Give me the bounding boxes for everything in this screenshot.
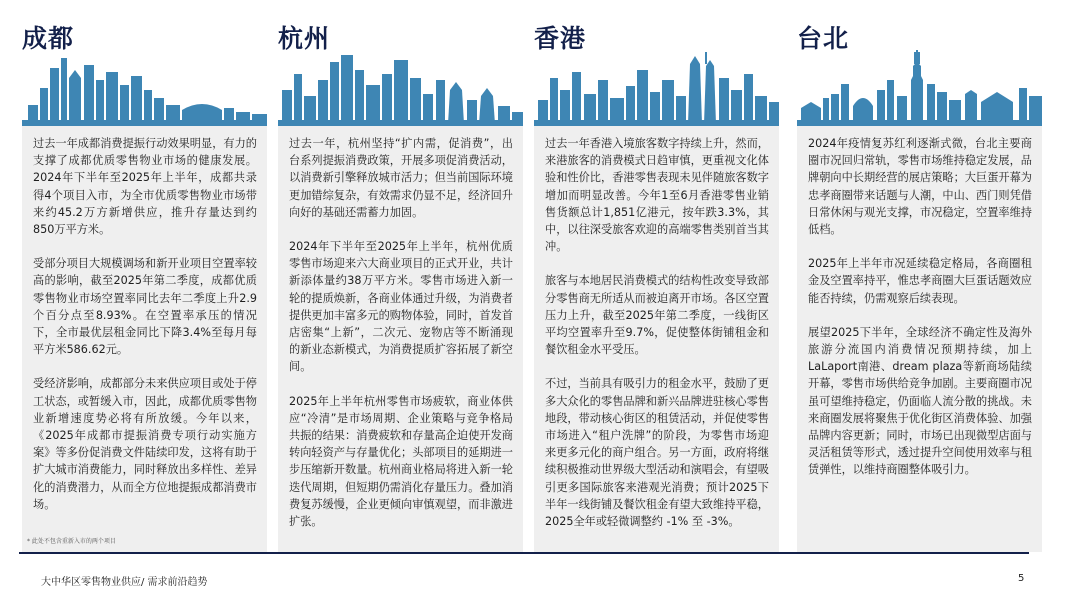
hongkong-skyline-illustration [534,50,779,128]
chengdu-skyline-illustration [22,50,267,128]
paragraph: 2024年下半年至2025年上半年，杭州优质零售市场迎来六大商业项目的正式开业，共计新添体量约38万平方米。零售市场进入新一轮的提质焕新，各商业体通过升级，为消费者提供更加丰富多元的购物体验，同时，首发首店密集“上新”，二次元、宠物店等不断涌现的新业态新模式，为消费提质扩容拓展了新空间。 [289,240,513,374]
footer-report-title: 大中华区零售物业供应/ 需求前沿趋势 [41,577,208,588]
city-title: 台北 [797,24,850,53]
city-column-hongkong [534,0,779,552]
footer-divider [19,552,1029,554]
city-column-hangzhou [278,0,523,552]
taipei-text-panel [797,126,1042,552]
paragraph: 展望2025下半年，全球经济不确定性及海外旅游分流国内消费情况预期持续，加上LaLaport南港、dream plaza等新商场陆续开幕，零售市场供给竞争加剧。主要商圈市况虽可望维持稳定，仍面临人流分散的挑战。未来商圈发展将聚焦于优化街区消费体验、加强品牌内容更新；同时，市场已出现微型店面与灵活租赁等形式，透过提升空间使用效率与租赁弹性，以维持商圈整体吸引力。 [808,325,1032,477]
paragraph: 旅客与本地居民消费模式的结构性改变导致部分零售商无所适从而被迫离开市场。各区空置压力上升，截至2025年第二季度，一线街区平均空置率升至9.7%，促使整体街铺租金和餐饮租金水平受压。 [545,274,769,357]
hangzhou-skyline-illustration [278,50,523,128]
paragraph: 过去一年，杭州坚持“扩内需，促消费”，出台系列提振消费政策，开展多项促消费活动，以消费新引擎释放城市活力；但当前国际环境更加错综复杂，有效需求仍显不足，经济回升向好的基础还需蓄力加固。 [289,137,513,219]
paragraph: 2025年上半年杭州零售市场疲软，商业体供应“冷清”是市场周期、企业策略与竞争格局共振的结果：消费疲软和存量高企迫使开发商转向轻资产与存量优化；头部项目的延期进一步压缩新开数量。杭州商业格局将进入新一轮迭代周期，但短期仍需消化存量压力。叠加消费复苏缓慢，企业更倾向审慎观望，而非激进扩张。 [289,394,513,529]
paragraph: 受经济影响，成都部分未来供应项目或处于停工状态，或暂缓入市，因此，成都优质零售物业新增速度势必将有所放缓。今年以来，《2025年成都市提振消费专项行动实施方案》等多份促消费文件陆续印发，这将有助于扩大城市消费能力，同时释放出多样性、差异化的消费潜力，从而全方位地提振成都消费市场。 [33,377,257,511]
page-number: 5 [1018,573,1025,584]
paragraph: 2024年疫情复苏红利逐渐式微，台北主要商圈市况回归常轨，零售市场维持稳定发展，品牌朝向中长期经营的展店策略；大巨蛋开幕为忠孝商圈带来话题与人潮，中山、西门则凭借日常休闲与观光支撑，市况稳定，空置率维持低档。 [808,137,1032,237]
city-column-chengdu [22,0,267,552]
hongkong-text-panel [534,126,779,552]
paragraph: 过去一年成都消费提振行动效果明显，有力的支撑了成都优质零售物业市场的健康发展。2024年下半年至2025年上半年，成都共录得4个项目入市，为全市优质零售物业市场带来约45.2万方新增供应，推升存量达到约850万平方米。 [33,137,257,237]
hangzhou-text-panel [278,126,523,552]
city-title: 成都 [22,24,75,53]
city-column-taipei [797,0,1042,552]
paragraph: 不过，当前具有吸引力的租金水平，鼓励了更多大众化的零售品牌和新兴品牌进驻核心零售地段，带动核心街区的租赁活动，并促使零售市场进入“租户洗牌”的阶段，为零售市场迎来更多元化的商户组合。另一方面，政府将继续积极推动世界级大型活动和演唱会，有望吸引更多国际旅客来港观光消费；预计2025下半年一线街铺及餐饮租金有望大致维持平稳，2025全年或轻微调整约 -1% 至 -3%。 [545,377,769,529]
city-title: 香港 [534,24,587,53]
footnote: * 此处不包含重新入市的两个项目 [27,538,116,545]
chengdu-text-panel [22,126,267,552]
taipei-skyline-illustration [797,50,1042,128]
city-title: 杭州 [278,24,331,53]
paragraph: 受部分项目大规模调场和新开业项目空置率较高的影响，截至2025年第二季度，成都优质零售物业市场空置率同比去年二季度上升2.9个百分点至8.93%。在空置率承压的情况下，全市最优层租金同比下降3.4%至每月每平方米586.62元。 [33,257,257,357]
paragraph: 过去一年香港入境旅客数字持续上升，然而，来港旅客的消费模式日趋审慎，更重视文化体验和性价比，香港零售表现未见伴随旅客数字增加而明显改善。今年1至6月香港零售业销售货额总计1,851亿港元，按年跌3.3%，其中，以往深受旅客欢迎的高端零售类别首当其冲。 [545,137,769,254]
paragraph: 2025年上半年市况延续稳定格局，各商圈租金及空置率持平，惟忠孝商圈大巨蛋话题效应能否持续，仍需观察后续表现。 [808,257,1032,305]
